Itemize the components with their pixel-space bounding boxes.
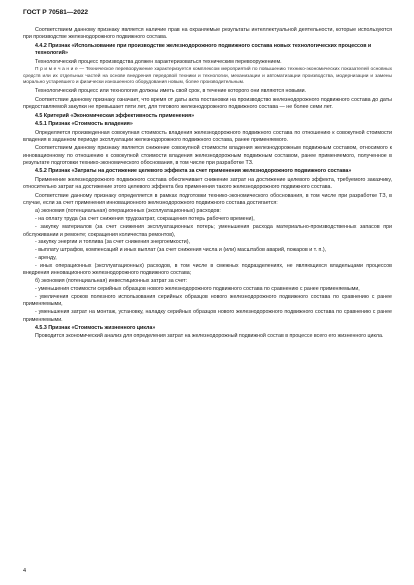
heading-4-5: 4.5 Критерий «Экономическая эффективность применения» [35, 112, 195, 119]
para-intro: Соответствием данному признаку является наличие прав на охраняемые результаты интеллектуальной деятельности, которые используются при производстве железнодорожного подвижного состава. [23, 27, 392, 41]
item-b-2: - увеличения сроков полезного использования серийных образцов нового железнодорожного подвижного состава по сравнению с ранее применяемыми, [23, 294, 392, 308]
item-a: а) экономия (потенциальная) операционных (эксплуатационных) расходов: [35, 208, 221, 215]
item-b: б) экономия (потенциальная) инвестиционных затрат за счет: [35, 278, 188, 285]
para-costs-2: Соответствие данному признаку определяется в рамках подготовки технико-экономического обоснования, в том числе при разработке ТЗ, в случае, если за счет применения инновационного железнодорожного подвижного состава достигается: [23, 192, 392, 206]
item-b-3: - уменьшения затрат на монтаж, установку, наладку серийных образцов нового железнодорожного подвижного состава по сравнению с ранее применяемыми. [23, 309, 392, 323]
note-tech-rearm: П р и м е ч а н и е — Техническое перевооружение характеризуется комплексом мероприятий по повышению технико-экономических показателей основных средств или их отдельных частей на основе внедрения передовой техники и технологии, механизации и автоматизации производства, модернизации и замены морально устаревшего и физически изношенного оборудования новым, более производительным. [23, 67, 392, 86]
item-a-5: - аренду, [35, 255, 57, 262]
para-tech-age: Технологический процесс или технология должны иметь свой срок, в течение которого они являются новыми. [35, 88, 307, 95]
para-costs-1: Применение железнодорожного подвижного состава обеспечивает снижение затрат на достижение целевого эффекта, требуемого заказчику, относительно затрат на достижение этого целевого эффекта без применения такого железнодорожного подвижного состава. [23, 176, 392, 191]
para-tech-date: Соответствие данному признаку означает, что время от даты акта постановки на производство железнодорожного подвижного состава до даты предоставляемой закупки не превышает пяти лет, для тягового железнодорожного подвижного состава — не более семи лет. [23, 96, 392, 111]
item-a-6: - иных операционных (эксплуатационных) расходов, в том числе в смежных подразделениях, не являющихся владельцами процессов внедрения инновационного железнодорожного подвижного состава; [23, 263, 392, 277]
heading-4-5-2: 4.5.2 Признак «Затраты на достижение целевого эффекта за счет применения железнодорожного подвижного состава» [35, 168, 352, 175]
item-a-3: - закупку энергии и топлива (за счет снижения энергоемкости), [35, 239, 191, 246]
heading-4-4-2: 4.4.2 Признак «Использование при производстве железнодорожного подвижного состава новых технологических процессов и технологий» [35, 42, 372, 57]
document-body [23, 27, 392, 342]
item-b-1: - уменьшения стоимости серийных образцов нового железнодорожного подвижного состава по сравнению с ранее применяемыми, [35, 286, 360, 293]
heading-4-5-1: 4.5.1 Признак «Стоимость владения» [35, 121, 133, 128]
item-a-4: - выплату штрафов, компенсаций и иных выплат (за счет снижения числа и (или) масштабов аварий, пожаров и т. п.), [35, 247, 327, 254]
para-tech-process: Технологический процесс производства должен характеризоваться техническим перевооружением. [35, 58, 282, 65]
heading-4-5-3: 4.5.3 Признак «Стоимость жизненного цикла» [35, 324, 156, 331]
item-a-2: - закупку материалов (за счет снижения эксплуатационных потерь; уменьшения расхода материально-производственных запасов при обслуживании и ремонте; сокращения количества ремонтов), [23, 224, 392, 238]
para-ownership-2: Соответствием данному признаку является снижение совокупной стоимости владения железнодорожным подвижным составом, относимого к инновационному по отношению к совокупной стоимости владения железнодорожным подвижным составом, ранее применяемого, полученное в результате подготовки технико-экономического обоснования, в том числе при разработке ТЗ. [23, 145, 392, 166]
page-number: 4 [23, 568, 27, 574]
para-ownership-1: Определяется произведенная совокупная стоимость владения железнодорожного подвижного состава по отношению к совокупной стоимости владения в заданном периоде эксплуатации железнодорожного подвижного состава, ранее применяемого. [23, 129, 392, 143]
item-a-1: - на оплату труда (за счет снижения трудозатрат, сокращения потерь рабочего времени), [35, 216, 255, 223]
document-header: ГОСТ Р 70581—2022 [23, 9, 89, 16]
para-lifecycle: Проводится экономический анализ для определения затрат на железнодорожный подвижной состав в процессе всего его жизненного цикла. [35, 333, 384, 340]
